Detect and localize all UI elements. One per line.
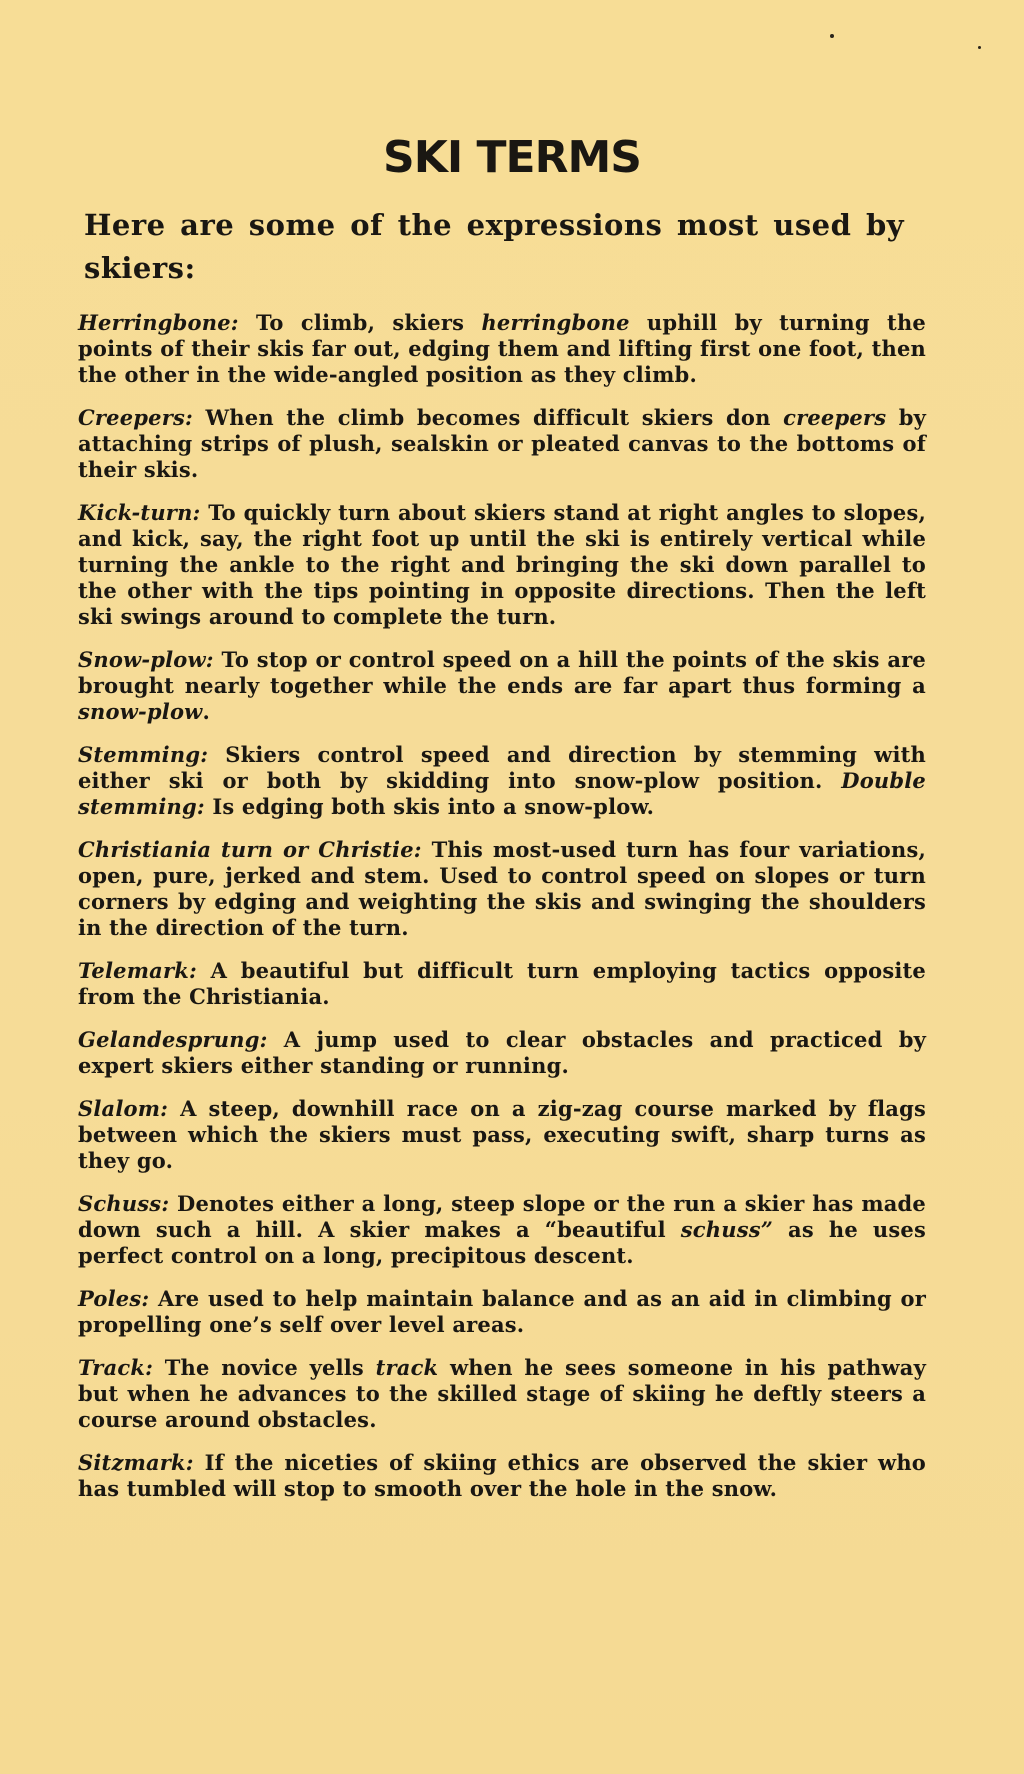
term-text: To quickly turn about skiers stand at right angles to slopes, and kick, say, the right foot up until the ski is entirely vertical while turning the ankle to the right and bringing the ski down parallel to the other with the tips pointing in opposite directions. Then the left ski swings around to complete the turn. [78, 500, 927, 629]
term-name: Schuss: [78, 1191, 170, 1216]
term-text: If the niceties of skiing ethics are observed the skier who has tumbled will stop to smooth over the hole in the snow. [78, 1450, 926, 1501]
term-entry [78, 1286, 926, 1338]
term-text: This most-used turn has four variations, open, pure, jerked and stem. Used to control speed on slopes or turn corners by edging and weighting the skis and swinging the shoulders in the direction of the turn. [78, 837, 926, 940]
term-emphasis: herringbone [481, 310, 630, 335]
term-emphasis: schuss” [680, 1217, 774, 1242]
term-subtext: Is edging both skis into a snow-plow. [212, 794, 655, 819]
term-text: uphill by turning the points of their skis far out, edging them and lifting first one foot, then the other in the wide-angled position as they climb. [78, 310, 926, 387]
term-text: when he sees someone in his pathway but when he advances to the skilled stage of skiing he deftly steers a course around obstacles. [78, 1355, 926, 1432]
term-entry [78, 742, 926, 820]
term-name: Stemming: [78, 742, 209, 767]
term-text: Are used to help maintain balance and as an aid in climbing or propelling one’s self over level areas. [78, 1286, 927, 1337]
term-entry [78, 1355, 926, 1433]
term-entry [78, 1096, 926, 1174]
term-name: Sitzmark: [78, 1450, 194, 1475]
term-text: To climb, skiers [256, 310, 482, 335]
terms-list [78, 310, 926, 1519]
term-entry [78, 1027, 926, 1079]
term-subname: Double stemming: [78, 768, 926, 819]
term-text: . [202, 699, 210, 724]
term-entry [78, 1191, 926, 1269]
term-text: The novice yells [164, 1355, 376, 1380]
term-entry [78, 405, 926, 483]
intro-text: Here are some of the expressions most used by skiers: [84, 208, 905, 285]
term-name: Christiania turn or Christie: [78, 837, 422, 862]
term-text: as he uses perfect control on a long, precipitous descent. [78, 1217, 927, 1268]
term-emphasis: track [375, 1355, 439, 1380]
term-name: Slalom: [78, 1096, 169, 1121]
term-name: Poles: [78, 1286, 150, 1311]
term-text: by attaching strips of plush, sealskin or pleated canvas to the bottoms of their skis. [78, 405, 927, 482]
term-name: Herringbone: [78, 310, 239, 335]
term-text: To stop or control speed on a hill the points of the skis are brought nearly together while the ends are far apart thus forming a [78, 647, 926, 698]
term-entry [78, 310, 926, 388]
term-entry [78, 647, 926, 725]
term-entry [78, 500, 926, 630]
term-entry [78, 837, 926, 941]
term-name: Gelandesprung: [78, 1027, 268, 1052]
term-text: A jump used to clear obstacles and practiced by expert skiers either standing or running. [78, 1027, 926, 1078]
paper-speck [830, 34, 834, 38]
term-name: Kick-turn: [78, 500, 201, 525]
term-name: Track: [78, 1355, 154, 1380]
page-title: SKI TERMS [383, 132, 641, 183]
term-text: When the climb becomes difficult skiers don [205, 405, 784, 430]
term-emphasis: creepers [783, 405, 887, 430]
term-text: Denotes either a long, steep slope or the run a skier has made down such a hill. A skier makes a “beautiful [78, 1191, 926, 1242]
term-entry [78, 1450, 926, 1502]
term-name: Telemark: [78, 958, 197, 983]
term-name: Snow-plow: [78, 647, 214, 672]
term-text: Skiers control speed and direction by stemming with either ski or both by skidding into snow-plow position. [78, 742, 926, 793]
paper-speck [978, 46, 981, 49]
term-text: A beautiful but difficult turn employing tactics opposite from the Christiania. [78, 958, 926, 1009]
term-emphasis: snow-plow [78, 699, 203, 724]
term-text: A steep, downhill race on a zig-zag course marked by flags between which the skiers must pass, executing swift, sharp turns as they go. [78, 1096, 926, 1173]
term-name: Creepers: [78, 405, 193, 430]
term-entry [78, 958, 926, 1010]
